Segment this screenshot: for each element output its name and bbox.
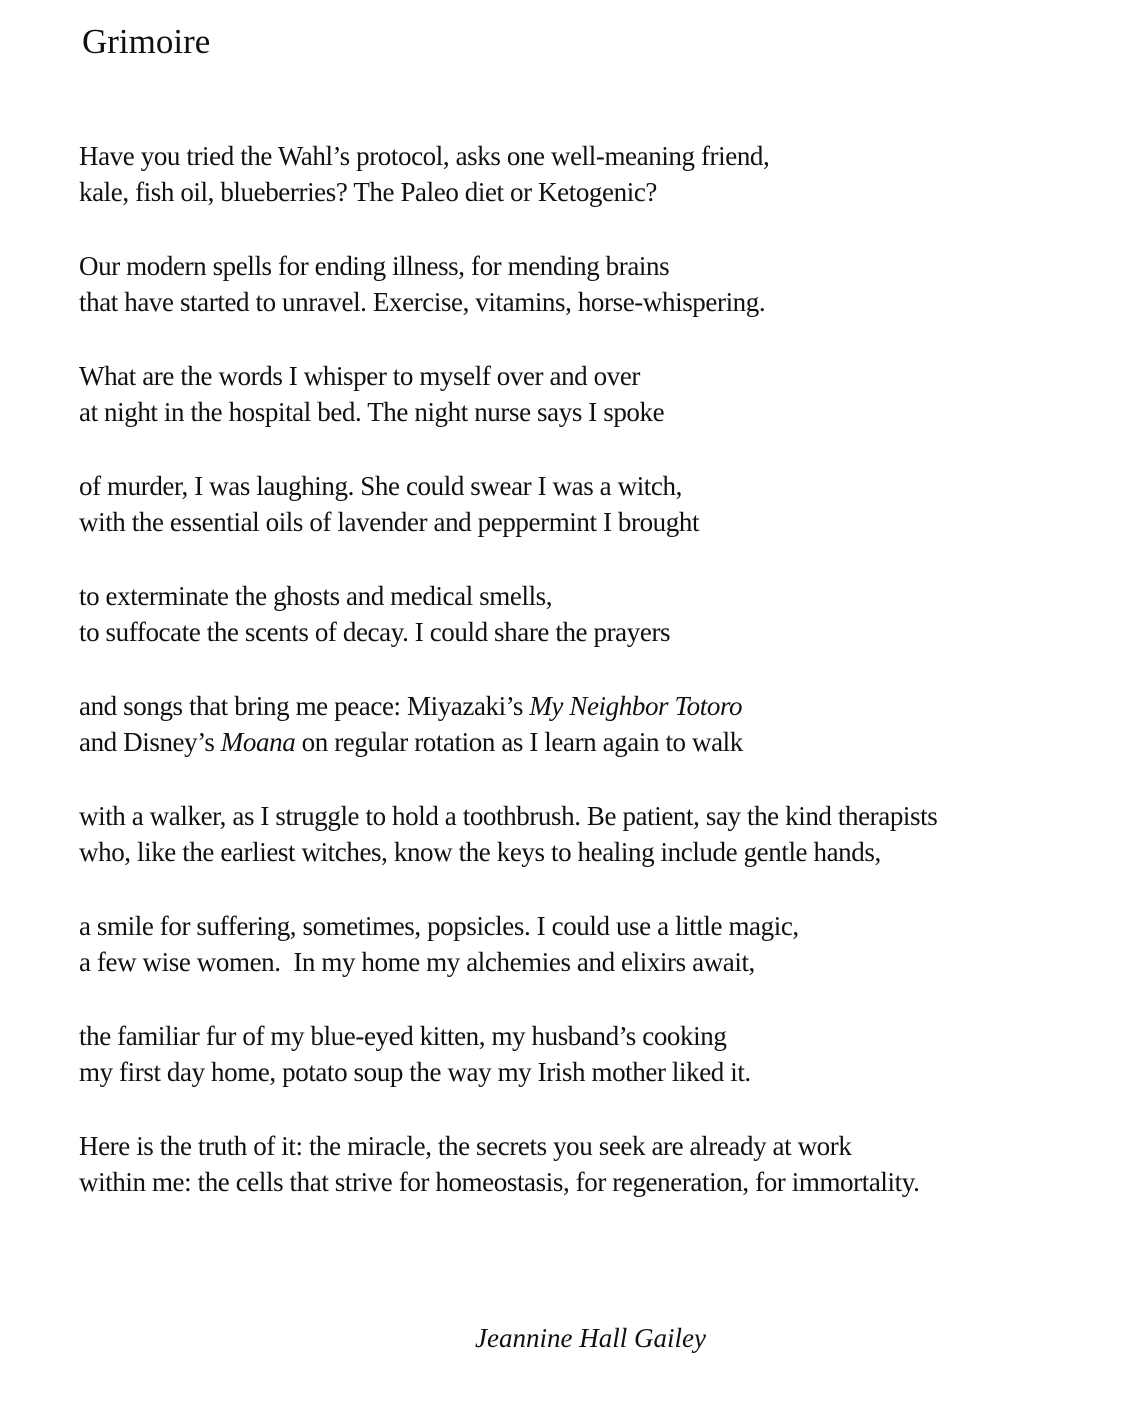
- poem-line: kale, fish oil, blueberries? The Paleo diet or Ketogenic?: [79, 177, 657, 207]
- stanza-1: [79, 138, 1119, 210]
- stanza-7: [79, 798, 1119, 870]
- line-text: on regular rotation as I learn again to walk: [295, 727, 743, 757]
- poem-line: Have you tried the Wahl’s protocol, asks one well-meaning friend,: [79, 141, 770, 171]
- poem-line: at night in the hospital bed. The night nurse says I spoke: [79, 397, 665, 427]
- author-byline: Jeannine Hall Gailey: [475, 1323, 706, 1353]
- poem-line: to suffocate the scents of decay. I could share the prayers: [79, 617, 671, 647]
- film-title-moana: Moana: [220, 727, 296, 757]
- poem-line: Here is the truth of it: the miracle, the secrets you seek are already at work: [79, 1131, 852, 1161]
- poem-line: [79, 688, 1119, 724]
- stanza-3: [79, 358, 1119, 430]
- poem-line: the familiar fur of my blue-eyed kitten, my husband’s cooking: [79, 1021, 727, 1051]
- poem-line: What are the words I whisper to myself over and over: [79, 361, 641, 391]
- stanza-8: [79, 908, 1119, 980]
- poem-body: [79, 138, 1119, 1238]
- poem-line: of murder, I was laughing. She could swear I was a witch,: [79, 471, 682, 501]
- poem-title: Grimoire: [82, 22, 211, 61]
- poem-line: with the essential oils of lavender and peppermint I brought: [79, 507, 700, 537]
- stanza-4: [79, 468, 1119, 540]
- stanza-9: [79, 1018, 1119, 1090]
- poem-line: within me: the cells that strive for homeostasis, for regeneration, for immortality.: [79, 1167, 920, 1197]
- line-text: and songs that bring me peace: Miyazaki’s: [79, 691, 530, 721]
- poem-line: a few wise women. In my home my alchemies and elixirs await,: [79, 947, 755, 977]
- film-title-totoro: My Neighbor Totoro: [529, 691, 743, 721]
- poem-line: my first day home, potato soup the way my Irish mother liked it.: [79, 1057, 751, 1087]
- poem-line: who, like the earliest witches, know the keys to healing include gentle hands,: [79, 837, 881, 867]
- stanza-6: [79, 688, 1119, 760]
- poem-line: [79, 724, 1119, 760]
- stanza-5: [79, 578, 1119, 650]
- poem-line: a smile for suffering, sometimes, popsicles. I could use a little magic,: [79, 911, 799, 941]
- poem-line: Our modern spells for ending illness, for mending brains: [79, 251, 670, 281]
- stanza-10: [79, 1128, 1119, 1200]
- stanza-2: [79, 248, 1119, 320]
- poem-line: to exterminate the ghosts and medical smells,: [79, 581, 553, 611]
- poem-line: with a walker, as I struggle to hold a toothbrush. Be patient, say the kind therapists: [79, 801, 938, 831]
- poem-line: that have started to unravel. Exercise, vitamins, horse-whispering.: [79, 287, 766, 317]
- line-text: and Disney’s: [79, 727, 221, 757]
